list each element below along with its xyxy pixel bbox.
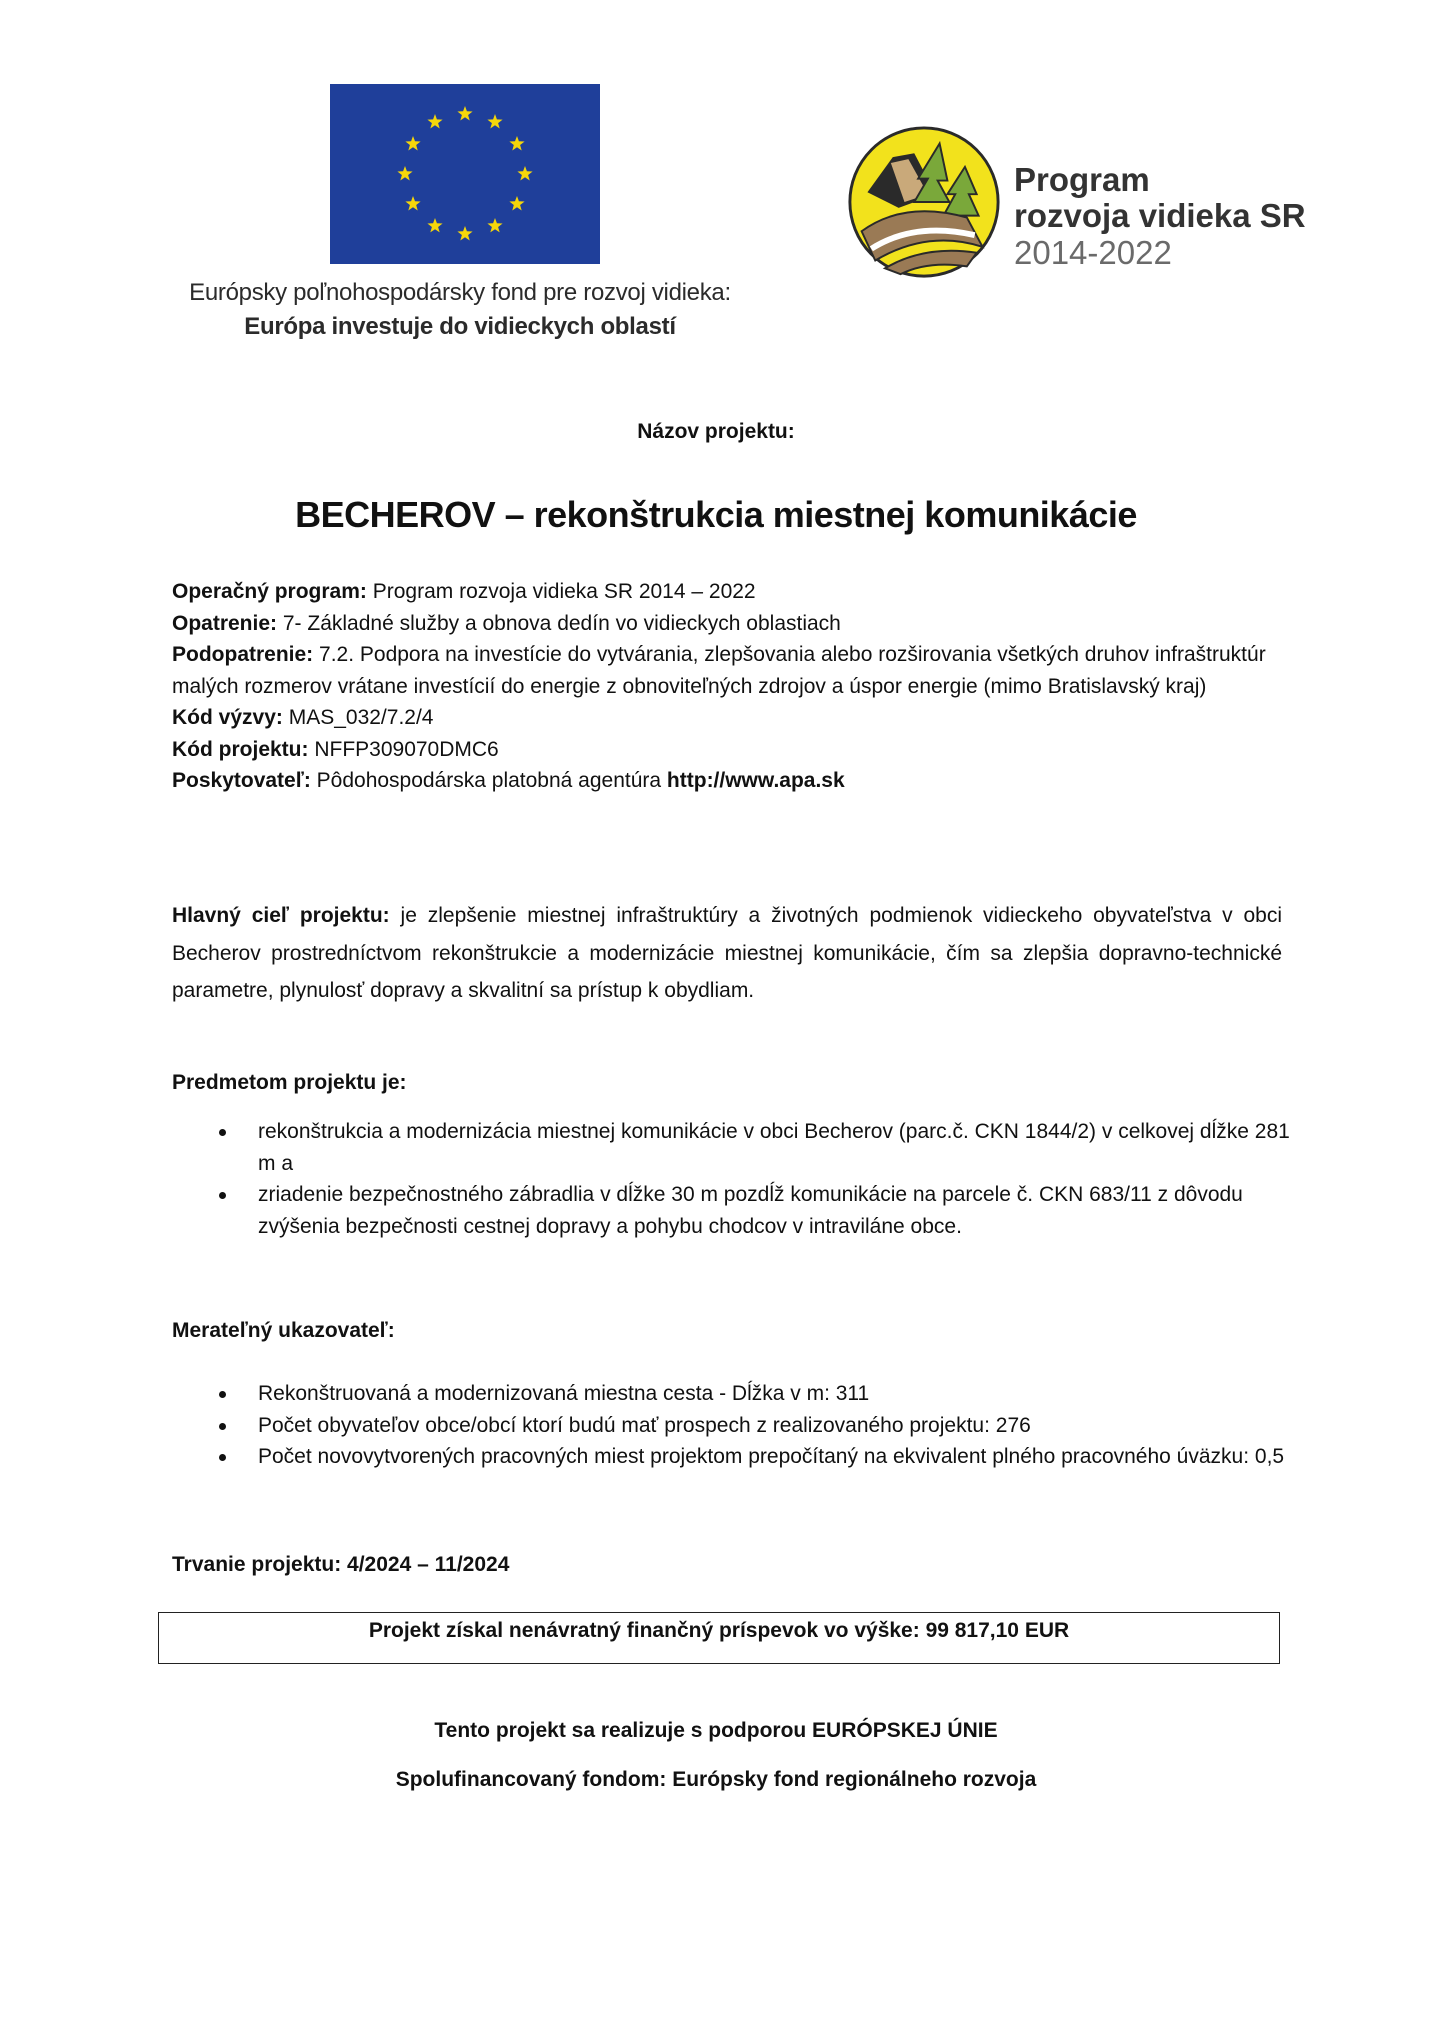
list-item [172, 1378, 1292, 1410]
eu-caption-line1: Európsky poľnohospodársky fond pre rozvoj vidieka: [189, 279, 731, 306]
eu-star-icon [487, 114, 502, 129]
grant-amount-box [158, 1612, 1280, 1664]
prv-emblem-icon [846, 124, 1002, 280]
subject-heading: Predmetom projektu je: [172, 1071, 407, 1094]
info-provider [172, 765, 1282, 797]
prv-line3: 2014-2022 [1014, 234, 1172, 271]
eu-star-icon [457, 106, 472, 121]
eu-star-icon [509, 196, 524, 211]
project-duration: Trvanie projektu: 4/2024 – 11/2024 [172, 1553, 510, 1576]
info-value: Pôdohospodárska platobná agentúra [310, 769, 667, 792]
info-value: NFFP309070DMC6 [308, 737, 499, 761]
subject-list [172, 1116, 1292, 1242]
info-label: Opatrenie: [172, 611, 278, 635]
eu-star-icon [397, 166, 412, 181]
bullet-icon [219, 1129, 226, 1136]
bullet-icon [219, 1454, 226, 1461]
bullet-icon [219, 1192, 226, 1199]
info-operational-program [172, 576, 1282, 608]
info-project-code [172, 734, 1282, 766]
eu-star-icon [457, 226, 472, 241]
bullet-icon [219, 1423, 226, 1430]
project-name-label: Názov projektu: [637, 420, 795, 443]
eu-star-icon [517, 166, 532, 181]
eu-support-note: Tento projekt sa realizuje s podporou EURÓPSKEJ ÚNIE [434, 1719, 998, 1742]
list-item-text: Rekonštruovaná a modernizovaná miestna cesta - Dĺžka v m: 311 [258, 1382, 870, 1405]
prv-line2: rozvoja vidieka SR [1014, 197, 1306, 234]
project-goal [172, 897, 1282, 1010]
eu-flag-icon [330, 84, 600, 264]
info-value: 7.2. Podpora na investície do vytvárania, zlepšovania alebo rozširovania všetkých druhov infraštruktúr malých rozmerov vrátane investícií do energie z obnoviteľných zdrojov a úspor energie (mimo Bratislavský kraj) [172, 643, 1266, 698]
cofinancing-note: Spolufinancovaný fondom: Európsky fond regionálneho rozvoja [395, 1768, 1037, 1791]
info-value: MAS_032/7.2/4 [282, 706, 434, 729]
eu-star-icon [427, 218, 442, 232]
page-title: BECHEROV – rekonštrukcia miestnej komunikácie [295, 494, 1137, 535]
prv-line1: Program [1014, 161, 1150, 198]
info-call-code [172, 702, 1282, 734]
project-info [172, 576, 1282, 797]
eu-caption-line2: Európa investuje do vidieckych oblastí [244, 313, 676, 340]
eu-star-icon [405, 136, 420, 151]
info-label: Kód výzvy: [172, 706, 283, 729]
list-item [172, 1441, 1292, 1473]
list-item-text: rekonštrukcia a modernizácia miestnej komunikácie v obci Becherov (parc.č. CKN 1844/2) v celkovej dĺžke 281 m a [258, 1120, 1290, 1175]
list-item-text: Počet obyvateľov obce/obcí ktorí budú mať prospech z realizovaného projektu: 276 [258, 1413, 1031, 1437]
list-item [172, 1179, 1292, 1242]
goal-text: je zlepšenie miestnej infraštruktúry a životných podmienok vidieckeho obyvateľstva v obci Becherov prostredníctvom rekonštrukcie a modernizácie miestnej komunikácie, čím sa zlepšia dopravno-technické parametre, plynulosť dopravy a skvalitní sa prístup k obydliam. [172, 904, 1283, 1002]
list-item [172, 1116, 1292, 1179]
eu-star-icon [487, 218, 502, 232]
info-label: Poskytovateľ: [172, 769, 311, 792]
eu-star-icon [509, 136, 524, 151]
list-item-text: zriadenie bezpečnostného zábradlia v dĺžke 30 m pozdĺž komunikácie na parcele č. CKN 683/11 z dôvodu zvýšenia bezpečnosti cestnej dopravy a pohybu chodcov v intraviláne obce. [258, 1183, 1243, 1238]
list-item-text: Počet novovytvorených pracovných miest projektom prepočítaný na ekvivalent plného pracovného úväzku: 0,5 [258, 1445, 1285, 1468]
info-value: 7- Základné služby a obnova dedín vo vidieckych oblastiach [277, 611, 841, 635]
bullet-icon [219, 1391, 226, 1398]
info-label: Kód projektu: [172, 737, 309, 761]
prv-logo-text [1014, 162, 1306, 272]
info-label: Operačný program: [172, 580, 367, 603]
list-item [172, 1410, 1292, 1442]
info-measure [172, 608, 1282, 640]
grant-amount-text: Projekt získal nenávratný finančný príspevok vo výške: 99 817,10 EUR [368, 1619, 1070, 1642]
eu-fund-caption [120, 276, 800, 344]
eu-stars [330, 84, 600, 264]
indicators-list [172, 1378, 1292, 1473]
goal-label: Hlavný cieľ projektu: [172, 904, 390, 927]
provider-link[interactable]: http://www.apa.sk [666, 769, 845, 792]
info-label: Podopatrenie: [172, 643, 314, 666]
indicators-heading: Merateľný ukazovateľ: [172, 1319, 395, 1342]
eu-star-icon [405, 196, 420, 211]
info-submeasure [172, 639, 1282, 702]
info-value: Program rozvoja vidieka SR 2014 – 2022 [366, 580, 756, 603]
eu-star-icon [427, 114, 442, 129]
